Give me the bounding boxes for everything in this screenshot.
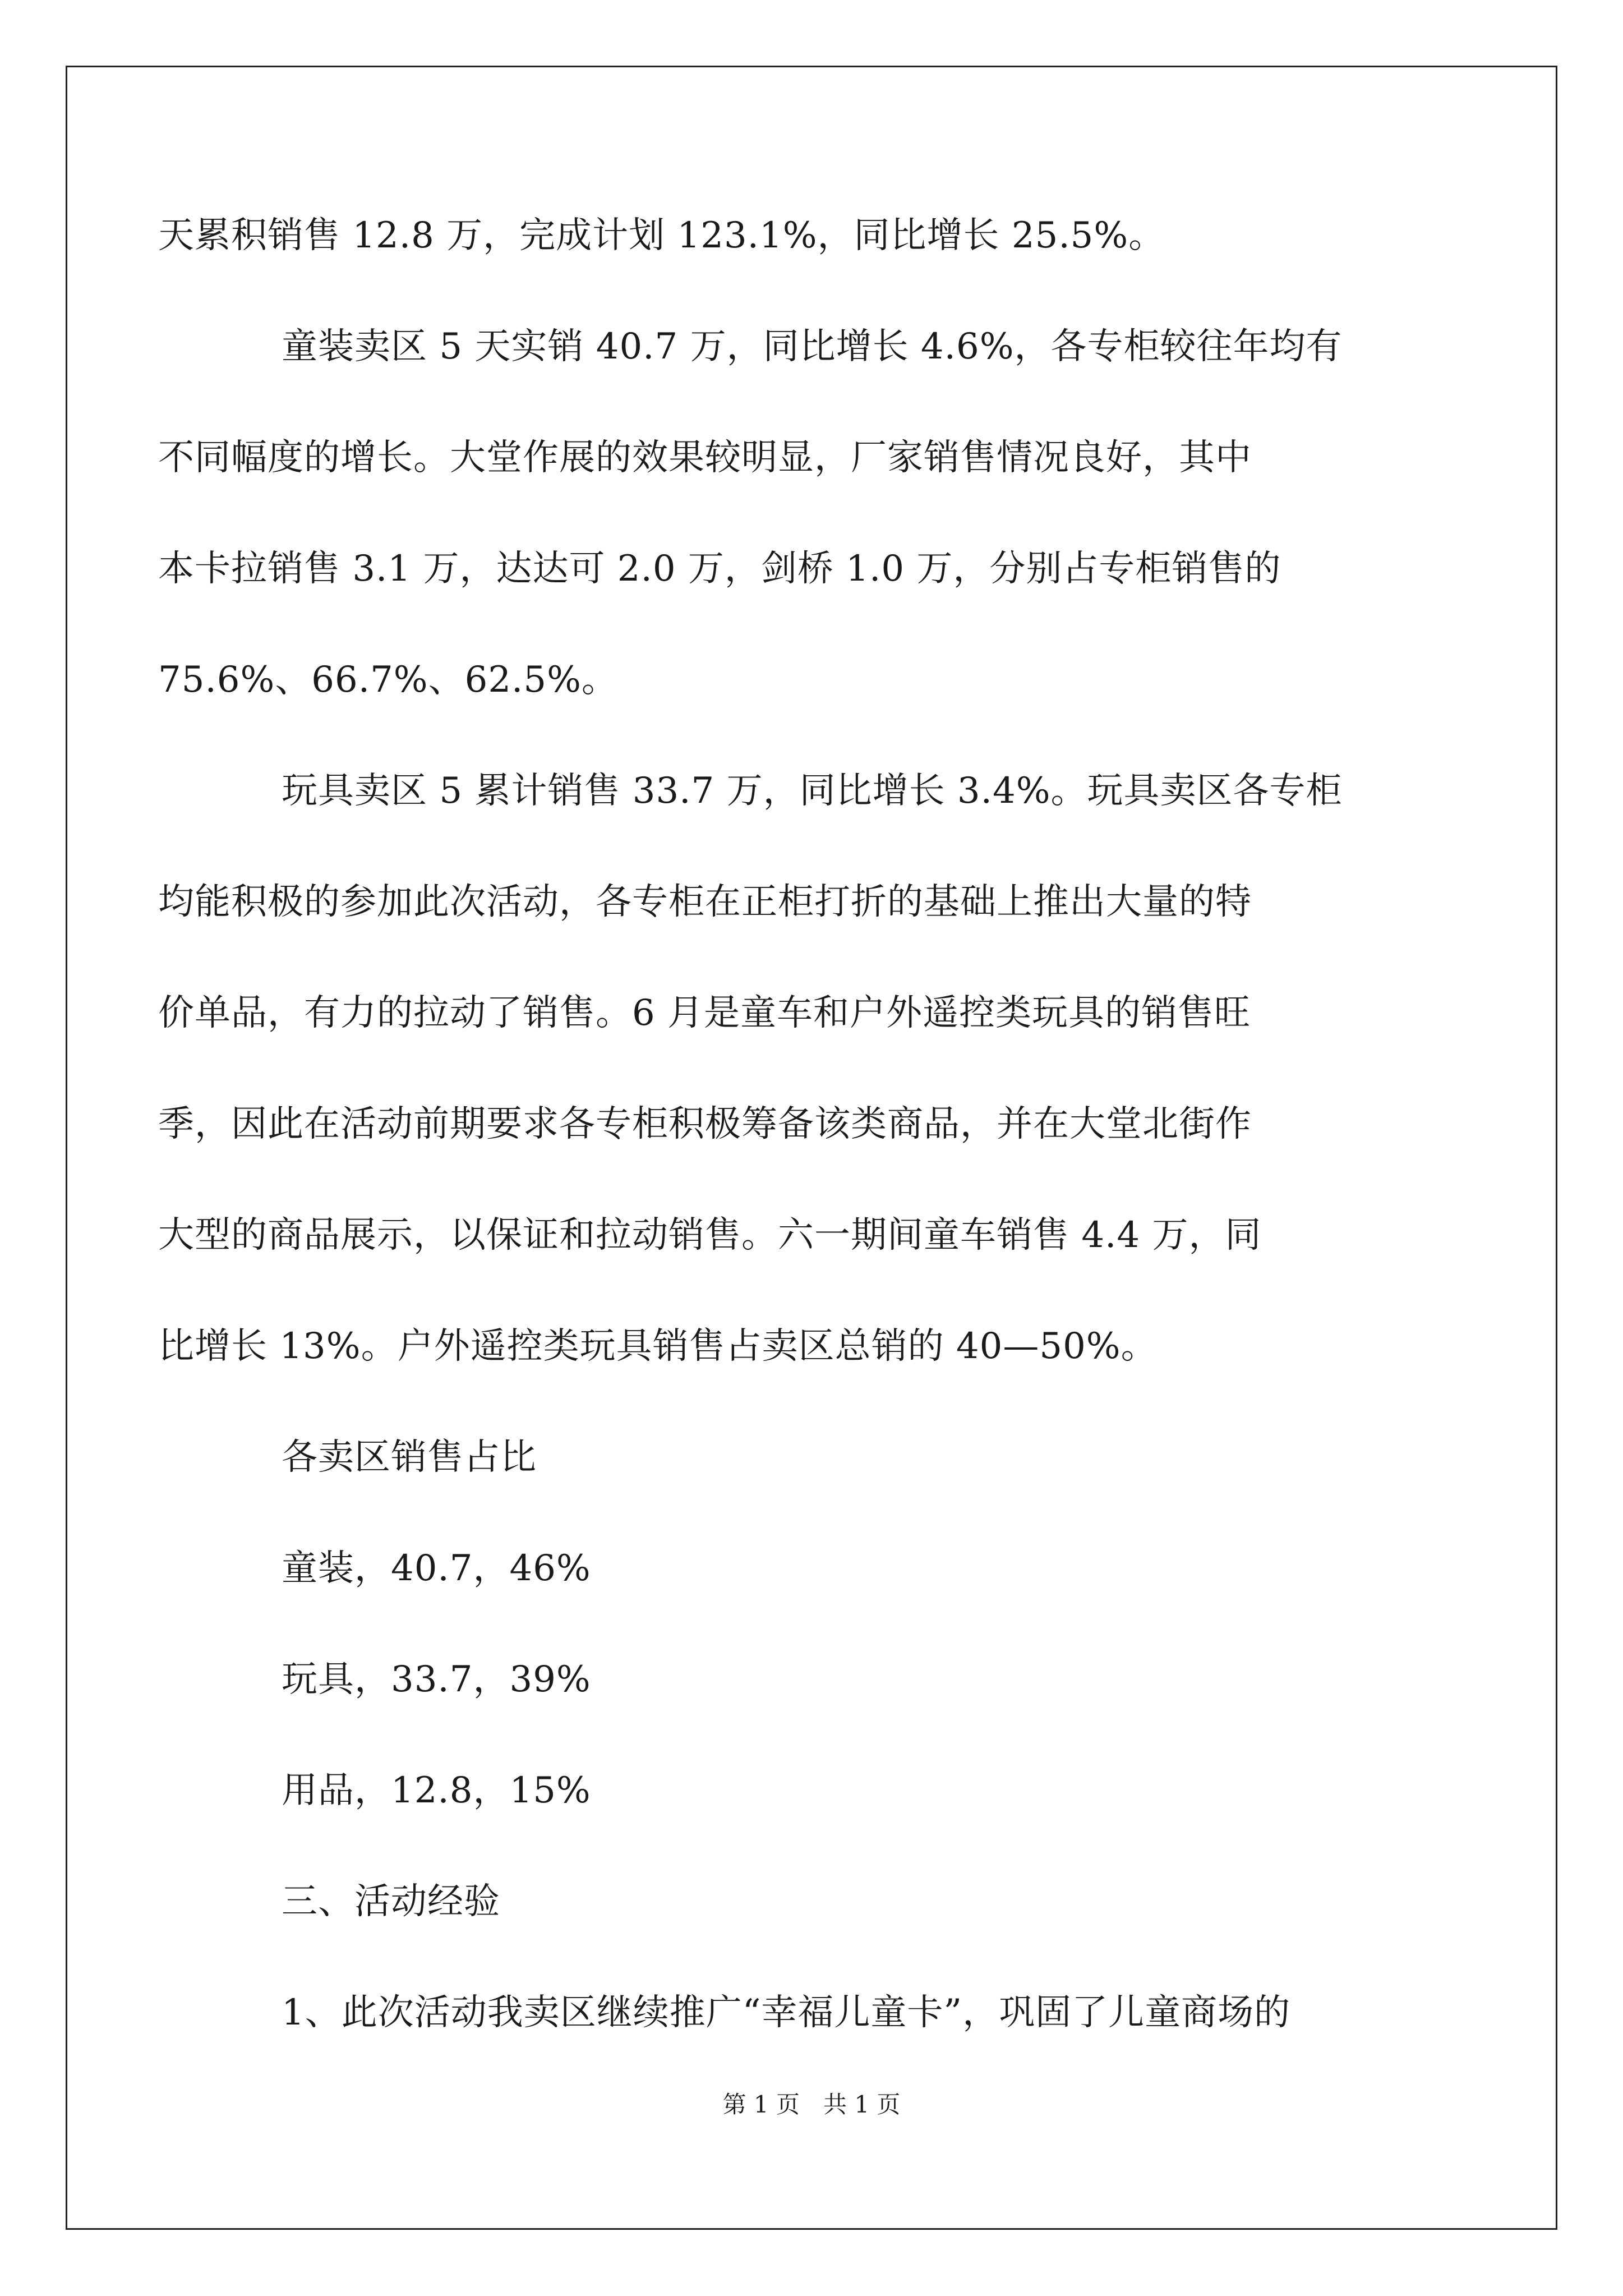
paragraph-line: 1、此次活动我卖区继续推广“幸福儿童卡”，巩固了儿童商场的	[282, 1992, 1291, 2033]
paragraph-line: 75.6%、66.7%、62.5%。	[158, 659, 618, 701]
paragraph-line: 季，因此在活动前期要求各专柜积极筹备该类商品，并在大堂北街作	[158, 1103, 1252, 1145]
paragraph-line: 童装卖区 5 天实销 40.7 万，同比增长 4.6%，各专柜较往年均有	[282, 326, 1343, 367]
section-heading: 各卖区销售占比	[282, 1437, 537, 1478]
list-item: 用品，12.8，15%	[282, 1770, 591, 1811]
paragraph-line: 比增长 13%。户外遥控类玩具销售占卖区总销的 40—50%。	[158, 1326, 1158, 1367]
paragraph-line: 玩具卖区 5 累计销售 33.7 万，同比增长 3.4%。玩具卖区各专柜	[282, 770, 1343, 812]
paragraph-line: 大型的商品展示，以保证和拉动销售。六一期间童车销售 4.4 万，同	[158, 1214, 1262, 1256]
paragraph-line: 不同幅度的增长。大堂作展的效果较明显，厂家销售情况良好，其中	[158, 437, 1252, 478]
list-item: 童装，40.7，46%	[282, 1548, 591, 1589]
paragraph-line: 本卡拉销售 3.1 万，达达可 2.0 万，剑桥 1.0 万，分别占专柜销售的	[158, 548, 1281, 590]
paragraph-line: 天累积销售 12.8 万，完成计划 123.1%，同比增长 25.5%。	[158, 215, 1165, 256]
paragraph-line: 均能积极的参加此次活动，各专柜在正柜打折的基础上推出大量的特	[158, 881, 1252, 923]
list-item: 玩具，33.7，39%	[282, 1659, 591, 1700]
page-footer: 第 1 页 共 1 页	[722, 2091, 901, 2118]
paragraph-line: 价单品，有力的拉动了销售。6 月是童车和户外遥控类玩具的销售旺	[158, 992, 1251, 1034]
section-heading: 三、活动经验	[282, 1881, 500, 1922]
